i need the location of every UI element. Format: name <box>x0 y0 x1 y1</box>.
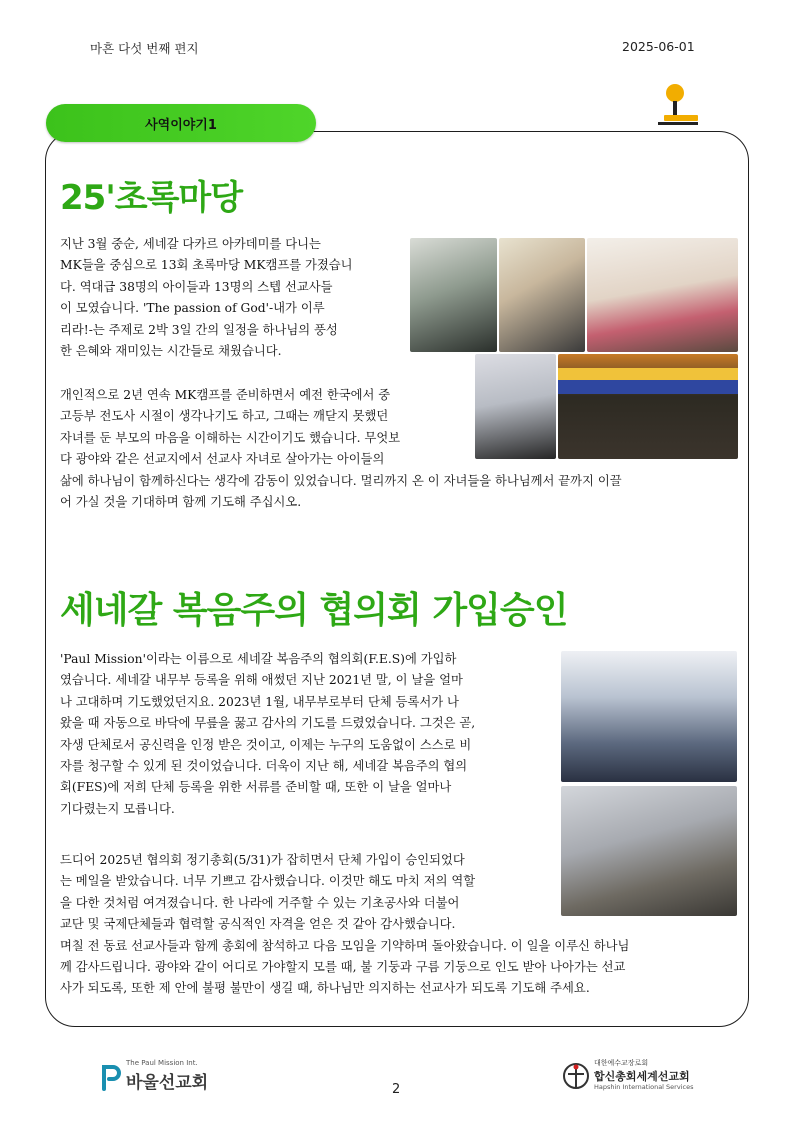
hapshin-name: 합신총회세계선교회 <box>594 1070 690 1083</box>
section1-title: 25'초록마당 <box>60 178 243 218</box>
text-line: 리라!-는 주제로 2박 3일 간의 일정을 하나님의 풍성 <box>60 322 338 337</box>
camp-photo-hug <box>410 238 497 352</box>
text-line: 어 가실 것을 기대하며 함께 기도해 주십시오. <box>60 495 302 510</box>
text-line: 지난 3월 중순, 세네갈 다카르 아카데미를 다니는 <box>60 237 321 251</box>
section1-para2 <box>60 385 750 513</box>
text-line: 다 광야와 같은 선교지에서 선교사 자녀로 살아가는 아이들의 <box>60 452 385 467</box>
text-line: 나 고대하며 기도했었던지요. 2023년 1월, 내무부로부터 단체 등록서가 나 <box>60 694 459 709</box>
text-line: 삶에 하나님이 함께하신다는 생각에 감동이 있었습니다. 멀리까지 온 이 자녀들을 하나님께서 끝까지 이끌 <box>60 473 622 488</box>
header-title: 마흔 다섯 번째 편지 <box>90 41 199 56</box>
text-line: 다. 역대급 38명의 아이들과 13명의 스텝 선교사들 <box>60 279 333 294</box>
section-tab: 사역이야기1 <box>46 104 316 142</box>
hapshin-top-text: 대한예수교장로회 <box>594 1059 649 1067</box>
text-line: 이 모였습니다. 'The passion of God'-내가 이루 <box>60 301 325 316</box>
section2-title: 세네갈 복음주의 협의회 가입승인 <box>60 590 568 631</box>
lamp-icon <box>655 82 699 128</box>
text-line: 기다렸는지 모릅니다. <box>60 801 175 816</box>
assembly-photo-hall <box>561 651 737 782</box>
text-line: 자녀를 둔 부모의 마음을 이해하는 시간이기도 했습니다. 무엇보 <box>60 430 401 445</box>
header-date: 2025-06-01 <box>622 39 695 54</box>
camp-photo-activity <box>587 238 738 352</box>
text-line: 교단 및 국제단체들과 협력할 공식적인 자격을 얻은 것 같아 감사했습니다. <box>60 917 456 932</box>
text-line: 왔을 때 자동으로 바닥에 무릎을 꿇고 감사의 기도를 드렸었습니다. 그것은 곧, <box>60 716 476 731</box>
text-line: 자를 청구할 수 있게 된 것이었습니다. 더욱이 지난 해, 세네갈 복음주의 협의 <box>60 759 468 774</box>
text-line: 며칠 전 동료 선교사들과 함께 총회에 참석하고 다음 모임을 기약하며 돌아왔습니다. 이 일을 이루신 하나님 <box>60 938 630 953</box>
text-line: 고등부 전도사 시절이 생각나기도 하고, 그때는 깨닫지 못했던 <box>60 409 389 424</box>
text-line: 'Paul Mission'이라는 이름으로 세네갈 복음주의 협의회(F.E.S)에 가입하 <box>60 652 457 666</box>
section2-para1 <box>60 649 560 820</box>
text-line: 드디어 2025년 협의회 정기총회(5/31)가 잡히면서 단체 가입이 승인되었다 <box>60 853 465 867</box>
text-line: 을 다한 것처럼 여겨졌습니다. 한 나라에 거주할 수 있는 기초공사와 더불어 <box>60 895 460 910</box>
paul-mission-name: 바울선교회 <box>126 1073 209 1093</box>
text-line: 사가 되도록, 또한 제 안에 불평 불만이 생길 때, 하나님만 의지하는 선교사가 되도록 기도해 주세요. <box>60 981 590 996</box>
page-number: 2 <box>392 1082 401 1097</box>
text-line: 였습니다. 세네갈 내무부 등록을 위해 애썼던 지난 2021년 말, 이 날을 얼마 <box>60 673 463 688</box>
section1-para1 <box>60 234 405 362</box>
camp-photo-kids <box>499 238 585 352</box>
text-line: 는 메일을 받았습니다. 너무 기쁘고 감사했습니다. 이것만 해도 마치 저의 역할 <box>60 874 476 889</box>
text-line: 개인적으로 2년 연속 MK캠프를 준비하면서 예전 한국에서 중 <box>60 388 391 402</box>
text-line: MK들을 중심으로 13회 초록마당 MK캠프를 가졌습니 <box>60 258 353 273</box>
section2-para2 <box>60 850 750 1000</box>
hapshin-emblem-icon <box>562 1062 590 1090</box>
paul-mission-icon <box>101 1063 123 1091</box>
text-line: 자생 단체로서 공신력을 인정 받은 것이고, 이제는 누구의 도움없이 스스로 비 <box>60 737 472 752</box>
paul-mission-en: The Paul Mission Int. <box>126 1059 198 1067</box>
text-line: 회(FES)에 저희 단체 등록을 위한 서류를 준비할 때, 또한 이 날을 얼마나 <box>60 780 452 795</box>
text-line: 한 은혜와 재미있는 시간들로 채웠습니다. <box>60 344 282 359</box>
text-line: 께 감사드립니다. 광야와 같이 어디로 가야할지 모를 때, 불 기둥과 구름 기둥으로 인도 받아 나아가는 선교 <box>60 960 626 975</box>
hapshin-en: Hapshin International Services <box>594 1083 694 1091</box>
